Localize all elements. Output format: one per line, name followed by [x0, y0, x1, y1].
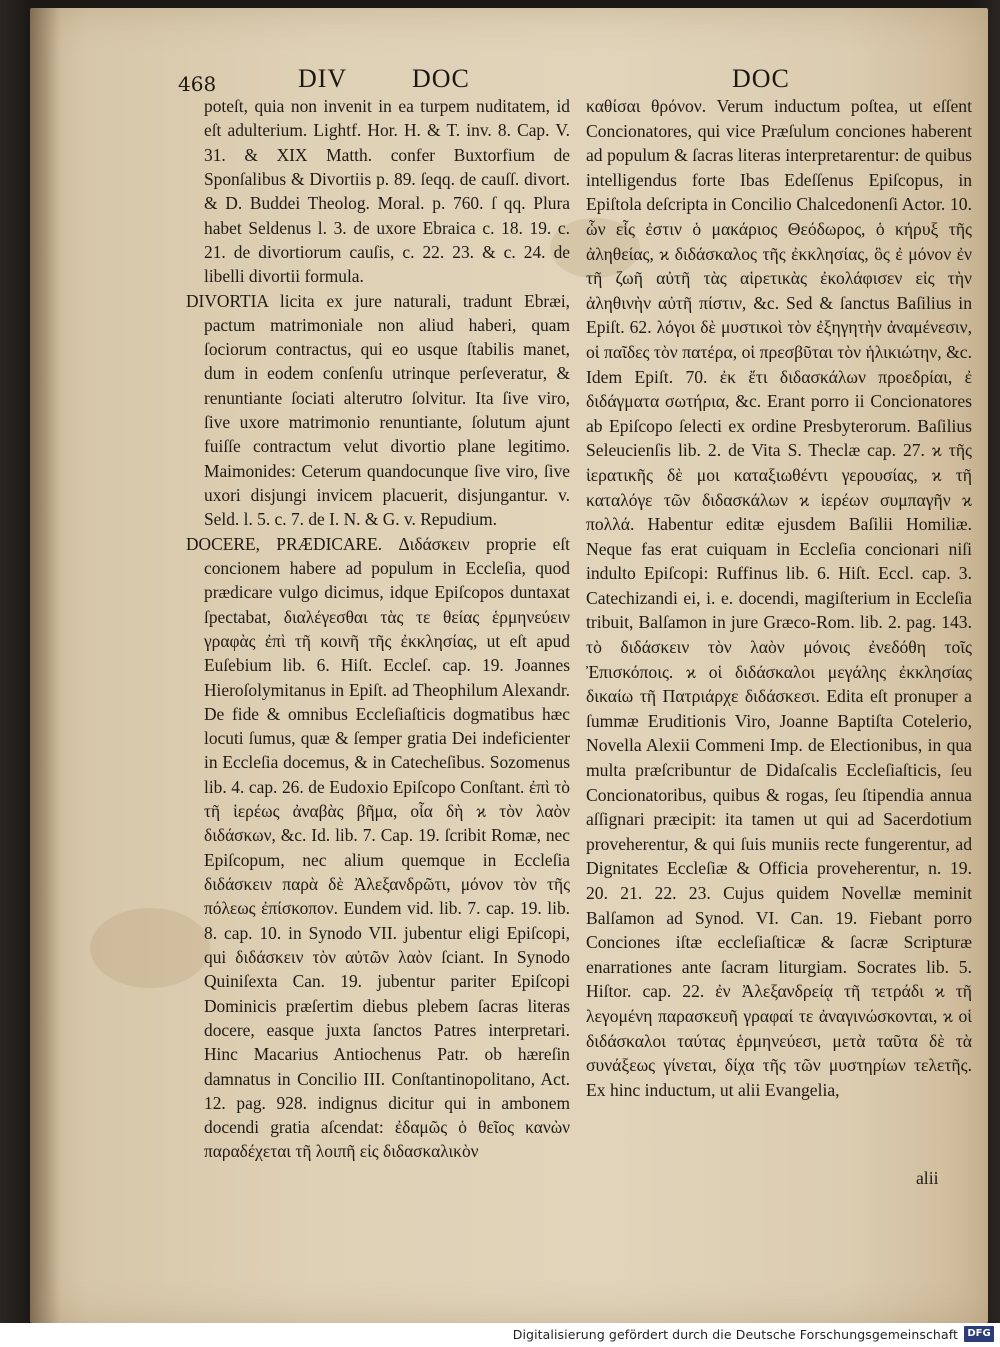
- paragraph-continuation-right: καθίσαι θρόνον. Verum inductum poſtea, ut eſſent Concionatores, qui vice Præſulum conciones haberent ad populum & ſacras literas interpretarentur: de quibus intelligendus forte Ibas Edeſſenus Epiſcopus, in Epiſtola deſcripta in Concilio Chalcedonenſi Actor. 10. ὧν εἷς ἐστιν ὁ μακάριος Θεόδωρος, ὁ κήρυξ τῆς ἀληθείας, ϰ διδάσκαλος τῆς ἐκκλησίας, ὃς ἐ μόνον ἐν τῆ ζωῆ αὐτῆ τὰς αἱρετικὰς ἐκολάφισεν εἰς τὴν ἀληθινὴν αὐτῆ πίστιν, &c. Sed & ſanctus Baſilius in Epiſt. 62. λόγοι δὲ μυστικοὶ τὸν ἐξηγητὴν ἀναμένεσιν, οἱ παῖδες τὸν πατέρα, οἱ πρεσβῦται τὸν ἡλικιώτην, &c. Idem Epiſt. 70. ἐκ ἔτι διδασκάλων προεδρίαι, ἐ διδάγματα σωτήρια, &c. Erant porro ii Concionatores ab Epiſcopo ſelecti ex ordine Presbyterorum. Baſilius Seleucienſis lib. 2. de Vita S. Theclæ cap. 27. ϰ τῆς ἱερατικῆς δὲ μοι καταξιωθέντι γερουσίας, ϰ τῆ καταλόγε τῶν διδασκάλων ϰ ἱερέων συμπαγῆν ϰ πολλά. Habentur editæ ejusdem Baſilii Homiliæ. Neque fas erat cuiquam in Eccleſia concionari niſi indulto Epiſcopi: Ruffinus lib. 6. Hiſt. Eccl. cap. 3. Catechizandi ei, i. e. docendi, magiſterium in Eccleſia tribuit, Balſamon in jure Græco-Rom. lib. 2. pag. 143. τὸ διδάσκειν τὸν λαὸν μόνοις ἐνεδόθη τοῖς Ἐπισκόποις. ϰ οἱ διδάσκαλοι μεγάλης ἐκκλησίας δικαίω τῆ Πατριάρχε διδάσκεσι. Edita eſt pronuper a ſummæ Eruditionis Viro, Joanne Baptiſta Cotelerio, Novella Alexii Commeni Imp. de Electionibus, in qua multa præſcribuntur de Didaſcalis Eccleſiaſticis, ſeu Concionatoribus, quibus & rogas, ſeu ſtipendia annua aſſignari præcipit: ita tamen ut qui ad Sacerdotium proveherentur, & qui ſuis muniis recte fungerentur, ad Dignitates Eccleſiæ & Officia proveherentur, n. 19. 20. 21. 22. 23. Cujus quidem Novellæ meminit Balſamon ad Synod. VI. Can. 19. Fiebant porro Conciones iſtæ eccleſiaſticæ & ſacræ Scripturæ enarrationes ante ſacram liturgiam. Socrates lib. 5. Hiſtor. cap. 22. ἐν Ἀλεξανδρείᾳ τῆ τετράδι ϰ τῆ λεγομένη παρασκευῆ γραφαί τε ἀναγινώσκονται, ϰ οἱ διδάσκαλοι ταύτας ἑρμηνεύεσι, μετὰ ταῦτα δὲ τὰ συνάξεως γίνεται, δίχα τῆς τῶν μυστηρίων τελετῆς. Ex hinc inductum, ut alii Evangelia,: [586, 96, 972, 1100]
- dfg-logo-icon: DFG: [964, 1326, 994, 1342]
- funding-credit: Digitalisierung gefördert durch die Deutsche Forschungsgemeinschaft: [512, 1327, 958, 1342]
- entry-docere: DOCERE, PRÆDICARE. Διδάσκειν proprie eſt concionem habere ad populum in Eccleſia, quod prædicare vulgo dicimus, idque Epiſcopos duntaxat ſpectabat, διαλέγεσθαι τὰς τε θείας ἑρμηνεύειν γραφὰς ἐπὶ τῆ κοινῆ τῆς ἐκκλησίας, ut eſt apud Euſebium lib. 6. Hiſt. Eccleſ. cap. 19. Joannes Hieroſolymitanus in Epiſt. ad Theophilum Alexandr. De fide & omnibus Eccleſiaſticis dogmatibus hæc locuti ſumus, quæ & ſemper gratia Dei indeficienter in Eccleſia docemus, & in Catecheſibus. Sozomenus lib. 4. cap. 26. de Eudoxio Epiſcopo Conſtant. ἐπὶ τὸ τῆ ἱερέως ἀναβὰς βῆμα, οἷα δὴ ϰ τὸν λαὸν διδάσκων, &c. Id. lib. 7. Cap. 19. ſcribit Romæ, nec Epiſcopum, nec alium quemque in Eccleſia διδάσκειν παρὰ δὲ Ἀλεξανδρῶτι, μόνον τὸν τῆς πόλεως ἐπίσκοπον. Eundem vid. lib. 7. cap. 19. lib. 8. cap. 10. in Synodo VII. jubentur eligi Epiſcopi, qui διδάσκειν τὸν αὐτῶν λαὸν ſciant. In Synodo Quiniſexta Can. 19. jubentur pariter Epiſcopi Dominicis præſertim diebus plebem ſacras literas docere, easque juxta ſanctos Patres interpretari. Hinc Macarius Antiochenus Patr. ob hæreſin damnatus in Concilio III. Conſtantinopolitano, Act. 12. pag. 928. indignus dicitur qui in ambonem docendi gratia aſcendat: ἐδαμῶς ὁ θεῖος κανὼν παραδέχεται τῆ λοιπῆ εἰς διδασκαλικὸν: [186, 533, 570, 1162]
- text-column-right: [586, 94, 972, 1102]
- digitization-footer: [0, 1323, 1000, 1347]
- entry-divortia: DIVORTIA licita ex jure naturali, tradunt Ebræi, pactum matrimoniale non aliud haberi, quam ſociorum contractus, qui eo usque ſtabilis manet, dum in eodem conſenſu utrinque perſeveratur, & renuntiante ſociati alterutro ſolvitur. Ita ſive viro, ſive uxore matrimonio renuntiante, ſolutum ajunt fuiſſe contractum velut divortio plane legitimo. Maimonides: Ceterum quandocunque ſive viro, ſive uxori disjungi invicem placuerit, disjungantur. v. Seld. l. 5. c. 7. de I. N. & G. v. Repudium.: [186, 290, 570, 530]
- running-head-left: DIV: [298, 64, 348, 93]
- text-column-left: [186, 94, 570, 1164]
- catchword: alii: [916, 1168, 939, 1188]
- running-head-right: DOC: [732, 64, 790, 93]
- running-head-middle: DOC: [412, 64, 470, 93]
- paragraph-continuation: poteſt, quia non invenit in ea turpem nuditatem, id eſt adulterium. Lightf. Hor. H. & T. inv. 8. Cap. V. 31. & XIX Matth. confer Buxtorfium de Sponſalibus & Divortiis p. 89. ſeqq. de cauſſ. divort. & D. Buddei Theolog. Moral. p. 760. ſ qq. Plura habet Seldenus l. 3. de uxore Ebraica c. 18. 19. c. 21. de divortiorum cauſis, c. 22. 23. & c. 24. de libelli divortii formula.: [204, 96, 570, 287]
- page-number: 468: [178, 72, 217, 96]
